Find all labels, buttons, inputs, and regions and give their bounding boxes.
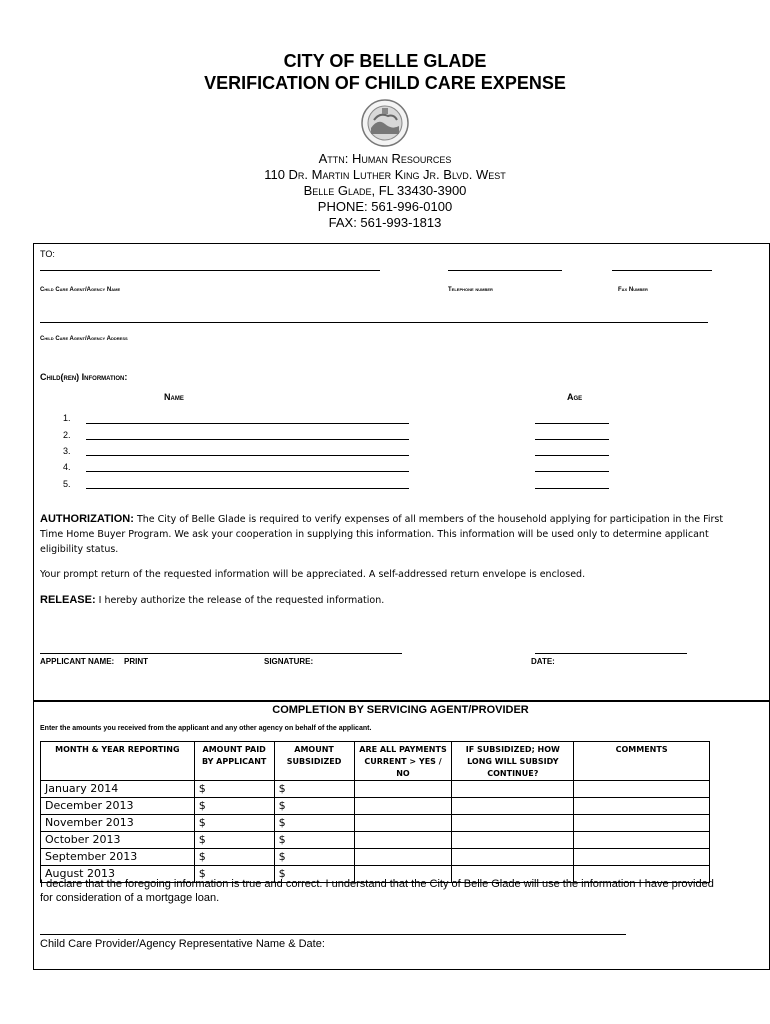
- amount-subsidized-cell[interactable]: $: [274, 781, 354, 798]
- children-section-label: Child(ren) Information:: [40, 372, 128, 382]
- release-paragraph: [40, 593, 740, 608]
- amount-paid-cell[interactable]: $: [194, 815, 274, 832]
- telephone-label: Telephone number: [448, 287, 493, 293]
- subsidy-duration-cell[interactable]: [452, 832, 574, 849]
- provider-signature-field[interactable]: [40, 934, 626, 935]
- print-label: PRINT: [124, 657, 148, 666]
- applicant-date-field[interactable]: [535, 653, 687, 654]
- column-header: ARE ALL PAYMENTS CURRENT > YES / NO: [354, 742, 452, 781]
- completion-title: COMPLETION BY SERVICING AGENT/PROVIDER: [272, 704, 529, 716]
- street-address: 110 Dr. Martin Luther King Jr. Blvd. West: [264, 167, 506, 182]
- child-age-field[interactable]: [535, 439, 609, 440]
- to-label: TO:: [40, 249, 55, 259]
- main-form-box: [33, 243, 770, 702]
- column-header: COMMENTS: [574, 742, 710, 781]
- authorization-text: The City of Belle Glade is required to verify expenses of all members of the household applying for participation in the First Time Home Buyer Program. We ask your cooperation in supplying this information. This information will be used only to determine applicant eligibility status.: [40, 514, 724, 555]
- payments-current-cell[interactable]: [354, 832, 452, 849]
- amount-paid-cell[interactable]: $: [194, 866, 274, 883]
- declaration-text: I declare that the foregoing information is true and correct. I understand that the City of Belle Glade will use the information I have provided for consideration of a mortgage loan.: [40, 878, 714, 904]
- applicant-signature-field[interactable]: [40, 653, 402, 654]
- amount-subsidized-cell[interactable]: $: [274, 866, 354, 883]
- provider-signature-label: Child Care Provider/Agency Representative Name & Date:: [40, 938, 325, 950]
- child-row-number: 3.: [63, 446, 71, 456]
- phone-number: PHONE: 561-996-0100: [317, 199, 453, 214]
- amount-paid-cell[interactable]: $: [194, 781, 274, 798]
- release-text: I hereby authorize the release of the requested information.: [98, 595, 385, 606]
- child-age-header: Age: [567, 392, 583, 402]
- attn-line: Attn: Human Resources: [318, 151, 452, 166]
- subsidy-duration-cell[interactable]: [452, 798, 574, 815]
- subsidy-duration-cell[interactable]: [452, 815, 574, 832]
- agent-address-label: Child Care Agent/Agency Address: [40, 336, 128, 342]
- fax-number: FAX: 561-993-1813: [328, 215, 442, 230]
- date-label: DATE:: [531, 657, 555, 666]
- child-row-number: 1.: [63, 413, 71, 423]
- table-row: [41, 815, 710, 832]
- authorization-label: AUTHORIZATION:: [40, 513, 134, 525]
- month-cell: December 2013: [41, 798, 195, 815]
- city-state-zip: Belle Glade, FL 33430-3900: [303, 183, 467, 198]
- month-cell: August 2013: [41, 866, 195, 883]
- table-row: [41, 798, 710, 815]
- agent-name-field[interactable]: [40, 270, 380, 271]
- payments-current-cell[interactable]: [354, 815, 452, 832]
- child-age-field[interactable]: [535, 488, 609, 489]
- amount-subsidized-cell[interactable]: $: [274, 815, 354, 832]
- fax-label: Fax Number: [618, 287, 648, 293]
- agent-name-label: Child Care Agent/Agency Name: [40, 287, 121, 293]
- payments-current-cell[interactable]: [354, 798, 452, 815]
- release-label: RELEASE:: [40, 594, 96, 606]
- amount-subsidized-cell[interactable]: $: [274, 832, 354, 849]
- child-age-field[interactable]: [535, 471, 609, 472]
- month-cell: January 2014: [41, 781, 195, 798]
- signature-label: SIGNATURE:: [264, 657, 314, 666]
- column-header: AMOUNT SUBSIDIZED: [274, 742, 354, 781]
- agent-address-field[interactable]: [40, 322, 708, 323]
- table-header-row: [41, 742, 710, 781]
- amount-paid-cell[interactable]: $: [194, 832, 274, 849]
- child-name-field[interactable]: [86, 423, 409, 424]
- child-age-field[interactable]: [535, 423, 609, 424]
- authorization-paragraph: [40, 512, 740, 557]
- completion-instructions: Enter the amounts you received from the applicant and any other agency on behalf of the applicant.: [40, 725, 372, 732]
- column-header: MONTH & YEAR REPORTING: [41, 742, 195, 781]
- child-row-number: 2.: [63, 430, 71, 440]
- amount-paid-cell[interactable]: $: [194, 849, 274, 866]
- comments-cell[interactable]: [574, 832, 710, 849]
- child-row-number: 4.: [63, 462, 71, 472]
- child-name-header: Name: [164, 392, 184, 402]
- table-row: [41, 781, 710, 798]
- fax-field[interactable]: [612, 270, 712, 271]
- subsidy-duration-cell[interactable]: [452, 781, 574, 798]
- telephone-field[interactable]: [448, 270, 562, 271]
- form-title: VERIFICATION OF CHILD CARE EXPENSE: [204, 73, 566, 93]
- city-title: CITY OF BELLE GLADE: [283, 51, 487, 71]
- applicant-name-label: APPLICANT NAME:: [40, 657, 115, 666]
- column-header: IF SUBSIDIZED; HOW LONG WILL SUBSIDY CONTINUE?: [452, 742, 574, 781]
- payments-current-cell[interactable]: [354, 849, 452, 866]
- comments-cell[interactable]: [574, 815, 710, 832]
- payments-current-cell[interactable]: [354, 781, 452, 798]
- comments-cell[interactable]: [574, 849, 710, 866]
- month-cell: November 2013: [41, 815, 195, 832]
- month-cell: October 2013: [41, 832, 195, 849]
- comments-cell[interactable]: [574, 781, 710, 798]
- subsidy-duration-cell[interactable]: [452, 849, 574, 866]
- child-age-field[interactable]: [535, 455, 609, 456]
- amount-subsidized-cell[interactable]: $: [274, 849, 354, 866]
- child-row-number: 5.: [63, 479, 71, 489]
- comments-cell[interactable]: [574, 798, 710, 815]
- column-header: AMOUNT PAID BY APPLICANT: [194, 742, 274, 781]
- child-name-field[interactable]: [86, 471, 409, 472]
- child-name-field[interactable]: [86, 455, 409, 456]
- table-row: [41, 849, 710, 866]
- month-cell: September 2013: [41, 849, 195, 866]
- child-name-field[interactable]: [86, 488, 409, 489]
- amount-subsidized-cell[interactable]: $: [274, 798, 354, 815]
- return-text: Your prompt return of the requested information will be appreciated. A self-addressed return envelope is enclosed.: [40, 569, 586, 580]
- city-seal-icon: [360, 98, 410, 148]
- table-row: [41, 832, 710, 849]
- payment-table: [40, 741, 710, 883]
- child-name-field[interactable]: [86, 439, 409, 440]
- amount-paid-cell[interactable]: $: [194, 798, 274, 815]
